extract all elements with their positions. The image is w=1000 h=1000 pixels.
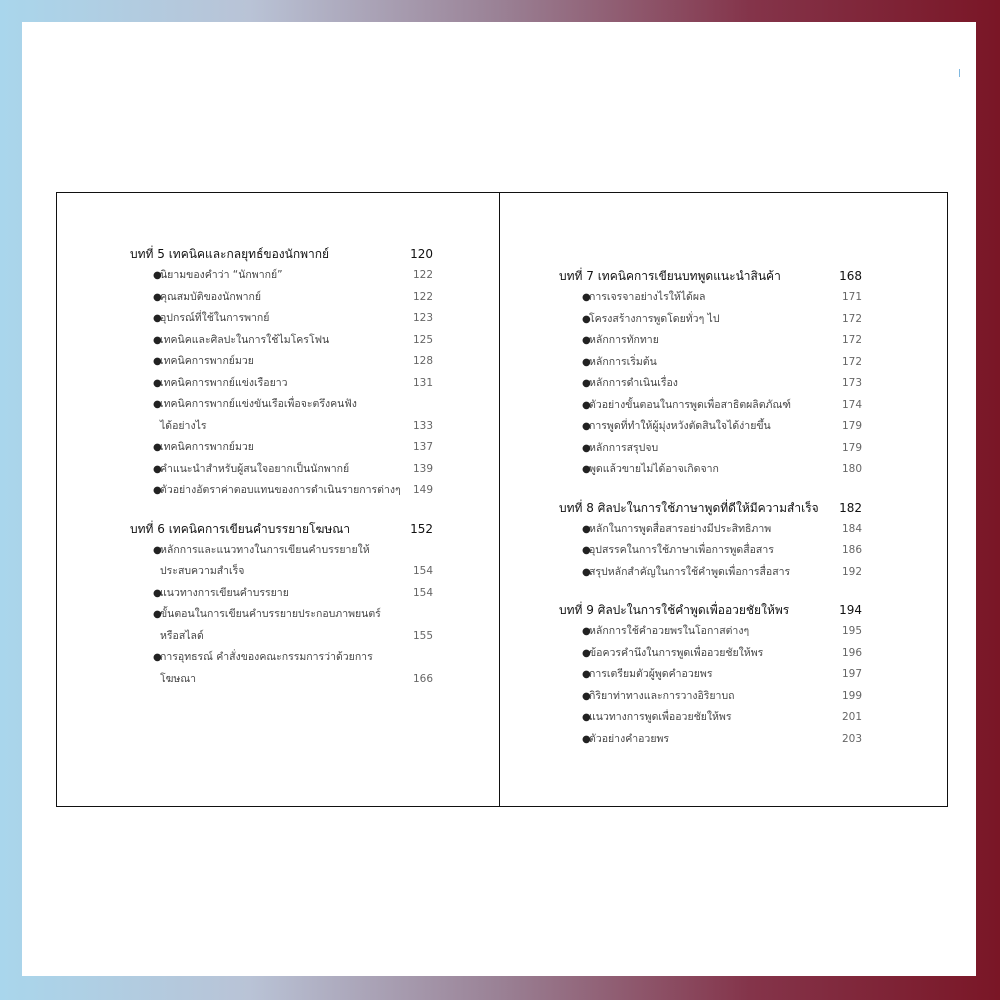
entry-title-continued: หรือสไลด์ — [160, 629, 204, 642]
chapter-title: บทที่ 9 ศิลปะในการใช้คำพูดเพื่ออวยชัยให้พร — [559, 603, 790, 617]
right-page — [500, 192, 948, 807]
bullet-icon: ● — [153, 270, 162, 281]
entry-page: 173 — [841, 377, 862, 389]
entry-title: อุปกรณ์ที่ใช้ในการพากย์ — [160, 312, 270, 324]
bullet-icon: ● — [582, 626, 591, 637]
toc-entry[interactable] — [582, 664, 862, 686]
chapter-8 — [559, 497, 862, 584]
entry-page: 195 — [841, 625, 862, 637]
entry-page: 179 — [841, 420, 862, 432]
entry-title: หลักการและแนวทางในการเขียนคำบรรยายให้ — [160, 543, 370, 556]
entry-title: ตัวอย่างคำอวยพร — [589, 732, 670, 745]
toc-entry[interactable] — [582, 562, 862, 584]
chapter-heading[interactable] — [559, 497, 862, 519]
entry-page: 203 — [841, 732, 862, 745]
toc-entry[interactable] — [582, 395, 862, 417]
bullet-icon: ● — [582, 669, 591, 680]
entry-page: 171 — [841, 291, 862, 303]
left-page — [56, 192, 501, 807]
entry-page: 201 — [841, 711, 862, 723]
toc-entry[interactable] — [582, 309, 862, 331]
toc-entry[interactable] — [153, 583, 433, 605]
entry-page: 149 — [412, 484, 433, 496]
entry-page: 180 — [841, 463, 862, 475]
entry-title-continued: ประสบความสำเร็จ — [160, 565, 245, 577]
bullet-icon: ● — [582, 421, 591, 432]
bullet-icon: ● — [153, 334, 162, 346]
entry-title: ข้อควรคำนึงในการพูดเพื่ออวยชัยให้พร — [589, 646, 764, 659]
entry-page: 184 — [841, 522, 862, 535]
toc-entry[interactable] — [582, 519, 862, 541]
entry-page: 166 — [412, 672, 433, 685]
toc-entry[interactable] — [582, 352, 862, 374]
entry-title: เทคนิคการพากย์แข่งเรือยาว — [160, 376, 288, 389]
entry-title: หลักในการพูดสื่อสารอย่างมีประสิทธิภาพ — [589, 522, 772, 535]
edge-mark — [959, 69, 960, 77]
entry-title: ตัวอย่างขั้นตอนในการพูดเพื่อสาธิตผลิตภัณฑ์ — [589, 398, 791, 411]
entry-list — [559, 621, 862, 750]
toc-entry[interactable] — [582, 540, 862, 562]
entry-title: โครงสร้างการพูดโดยทั่วๆ ไป — [589, 312, 720, 325]
entry-page: 197 — [841, 668, 862, 680]
bullet-icon: ● — [582, 399, 591, 411]
toc-entry[interactable] — [153, 330, 433, 352]
bullet-icon: ● — [153, 544, 162, 556]
entry-title: ตัวอย่างอัตราค่าตอบแทนของการดำเนินรายการต่างๆ — [160, 484, 401, 496]
chapter-title: บทที่ 8 ศิลปะในการใช้ภาษาพูดที่ดีให้มีความสำเร็จ — [559, 500, 819, 515]
bullet-icon: ● — [153, 609, 162, 620]
toc-entry[interactable] — [153, 351, 433, 373]
entry-title: ขั้นตอนในการเขียนคำบรรยายประกอบภาพยนตร์ — [160, 608, 381, 620]
entry-page: 154 — [412, 565, 433, 577]
bullet-icon: ● — [582, 647, 591, 659]
chapter-title: บทที่ 5 เทคนิคและกลยุทธ์ของนักพากย์ — [130, 247, 330, 261]
entry-page: 122 — [412, 290, 433, 303]
bullet-icon: ● — [582, 292, 591, 303]
entry-title: คำแนะนำสำหรับผู้สนใจอยากเป็นนักพากย์ — [160, 462, 350, 475]
toc-entry[interactable] — [153, 540, 433, 583]
bullet-icon: ● — [153, 313, 162, 324]
bullet-icon: ● — [153, 399, 162, 410]
bullet-icon: ● — [582, 442, 591, 454]
chapter-9 — [559, 599, 862, 750]
toc-entry[interactable] — [153, 394, 433, 437]
entry-page: 122 — [412, 269, 433, 281]
bullet-icon: ● — [582, 566, 591, 578]
toc-entry[interactable] — [153, 287, 433, 309]
bullet-icon: ● — [153, 652, 162, 663]
entry-page: 123 — [412, 312, 433, 324]
bullet-icon: ● — [582, 378, 591, 389]
entry-page: 155 — [412, 629, 433, 642]
chapter-6 — [130, 518, 433, 691]
chapter-title: บทที่ 6 เทคนิคการเขียนคำบรรยายโฆษณา — [130, 521, 351, 536]
bullet-icon: ● — [582, 523, 591, 535]
entry-page: 174 — [841, 398, 862, 411]
entry-page: 186 — [841, 544, 862, 556]
entry-title: นิยามของคำว่า “นักพากย์” — [160, 269, 283, 281]
bullet-icon: ● — [153, 485, 162, 496]
toc-entry[interactable] — [582, 459, 862, 481]
chapter-heading[interactable] — [130, 518, 433, 540]
entry-title: แนวทางการพูดเพื่ออวยชัยให้พร — [589, 711, 732, 723]
toc-entry[interactable] — [153, 647, 433, 690]
entry-title: การอุทธรณ์ คำสั่งของคณะกรรมการว่าด้วยการ — [160, 651, 373, 663]
toc-entry[interactable] — [582, 643, 862, 665]
toc-entry[interactable] — [582, 287, 862, 309]
entry-title: เทคนิคการพากย์แข่งขันเรือเพื่อจะตรึงคนฟัง — [160, 398, 357, 410]
toc-entry[interactable] — [153, 437, 433, 459]
bullet-icon: ● — [153, 356, 162, 367]
entry-title: อุปสรรคในการใช้ภาษาเพื่อการพูดสื่อสาร — [589, 544, 774, 556]
entry-title: คุณสมบัติของนักพากย์ — [160, 290, 262, 303]
toc-entry[interactable] — [582, 373, 862, 395]
toc-entry[interactable] — [582, 330, 862, 352]
entry-title: หลักการทักทาย — [589, 334, 659, 346]
entry-page: 133 — [412, 419, 433, 432]
bullet-icon: ● — [153, 587, 162, 599]
entry-title: หลักการสรุปจบ — [589, 441, 659, 454]
entry-title-continued: โฆษณา — [160, 672, 196, 685]
bullet-icon: ● — [582, 712, 591, 723]
bullet-icon: ● — [153, 377, 162, 389]
entry-title: การเตรียมตัวผู้พูดคำอวยพร — [589, 668, 713, 680]
entry-list — [130, 265, 433, 502]
entry-page: 172 — [841, 312, 862, 325]
toc-entry[interactable] — [153, 480, 433, 502]
entry-page: 172 — [841, 334, 862, 346]
chapter-5 — [130, 243, 433, 502]
bullet-icon: ● — [582, 464, 591, 475]
chapter-heading[interactable] — [559, 599, 862, 621]
entry-title: การเจรจาอย่างไรให้ได้ผล — [589, 291, 706, 303]
entry-title: หลักการดำเนินเรื่อง — [589, 377, 678, 389]
bullet-icon: ● — [582, 335, 591, 346]
entry-list — [559, 519, 862, 584]
entry-title: กิริยาท่าทางและการวางอิริยาบถ — [589, 689, 735, 702]
bullet-icon: ● — [582, 733, 591, 745]
chapter-page: 152 — [410, 521, 433, 536]
entry-page: 179 — [841, 441, 862, 454]
bullet-icon: ● — [153, 291, 162, 303]
chapter-page: 168 — [839, 269, 862, 283]
entry-page: 137 — [412, 441, 433, 453]
book-spread — [22, 22, 976, 976]
entry-page: 154 — [412, 586, 433, 599]
toc-entry[interactable] — [153, 308, 433, 330]
entry-title-continued: ได้อย่างไร — [160, 419, 207, 432]
toc-entry[interactable] — [153, 265, 433, 287]
bullet-icon: ● — [153, 463, 162, 475]
toc-entry[interactable] — [153, 373, 433, 395]
bullet-icon: ● — [153, 442, 162, 453]
chapter-heading[interactable] — [130, 243, 433, 265]
entry-title: แนวทางการเขียนคำบรรยาย — [160, 586, 289, 599]
chapter-heading[interactable] — [559, 265, 862, 287]
entry-title: เทคนิคการพากย์มวย — [160, 355, 254, 367]
entry-page: 139 — [412, 462, 433, 475]
toc-entry[interactable] — [582, 729, 862, 751]
entry-page: 192 — [841, 565, 862, 578]
toc-entry[interactable] — [582, 416, 862, 438]
bullet-icon: ● — [582, 356, 591, 368]
toc-entry[interactable] — [582, 707, 862, 729]
entry-title: เทคนิคการพากย์มวย — [160, 441, 254, 453]
toc-right — [559, 265, 862, 750]
toc-entry[interactable] — [582, 621, 862, 643]
chapter-page: 120 — [410, 247, 433, 261]
entry-page: 199 — [841, 689, 862, 702]
entry-title: สรุปหลักสำคัญในการใช้คำพูดเพื่อการสื่อสาร — [589, 565, 791, 578]
chapter-title: บทที่ 7 เทคนิคการเขียนบทพูดแนะนำสินค้า — [559, 269, 781, 283]
entry-page: 196 — [841, 646, 862, 659]
toc-entry[interactable] — [582, 686, 862, 708]
entry-list — [130, 540, 433, 691]
toc-left — [130, 243, 433, 690]
entry-title: หลักการใช้คำอวยพรในโอกาสต่างๆ — [589, 625, 750, 637]
bullet-icon: ● — [582, 313, 591, 325]
entry-page: 125 — [412, 333, 433, 346]
entry-title: เทคนิคและศิลปะในการใช้ไมโครโฟน — [160, 333, 330, 346]
entry-page: 128 — [412, 355, 433, 367]
entry-title: การพูดที่ทำให้ผู้มุ่งหวังตัดสินใจได้ง่ายขึ้น — [589, 420, 771, 432]
chapter-page: 182 — [839, 500, 862, 515]
chapter-7 — [559, 265, 862, 481]
chapter-page: 194 — [839, 603, 862, 617]
entry-page: 131 — [412, 376, 433, 389]
bullet-icon: ● — [582, 545, 591, 556]
toc-entry[interactable] — [153, 459, 433, 481]
entry-title: หลักการเริ่มต้น — [589, 355, 657, 368]
toc-entry[interactable] — [582, 438, 862, 460]
entry-page: 172 — [841, 355, 862, 368]
entry-list — [559, 287, 862, 481]
entry-title: พูดแล้วขายไม่ได้อาจเกิดจาก — [589, 463, 719, 475]
bullet-icon: ● — [582, 690, 591, 702]
toc-entry[interactable] — [153, 604, 433, 647]
